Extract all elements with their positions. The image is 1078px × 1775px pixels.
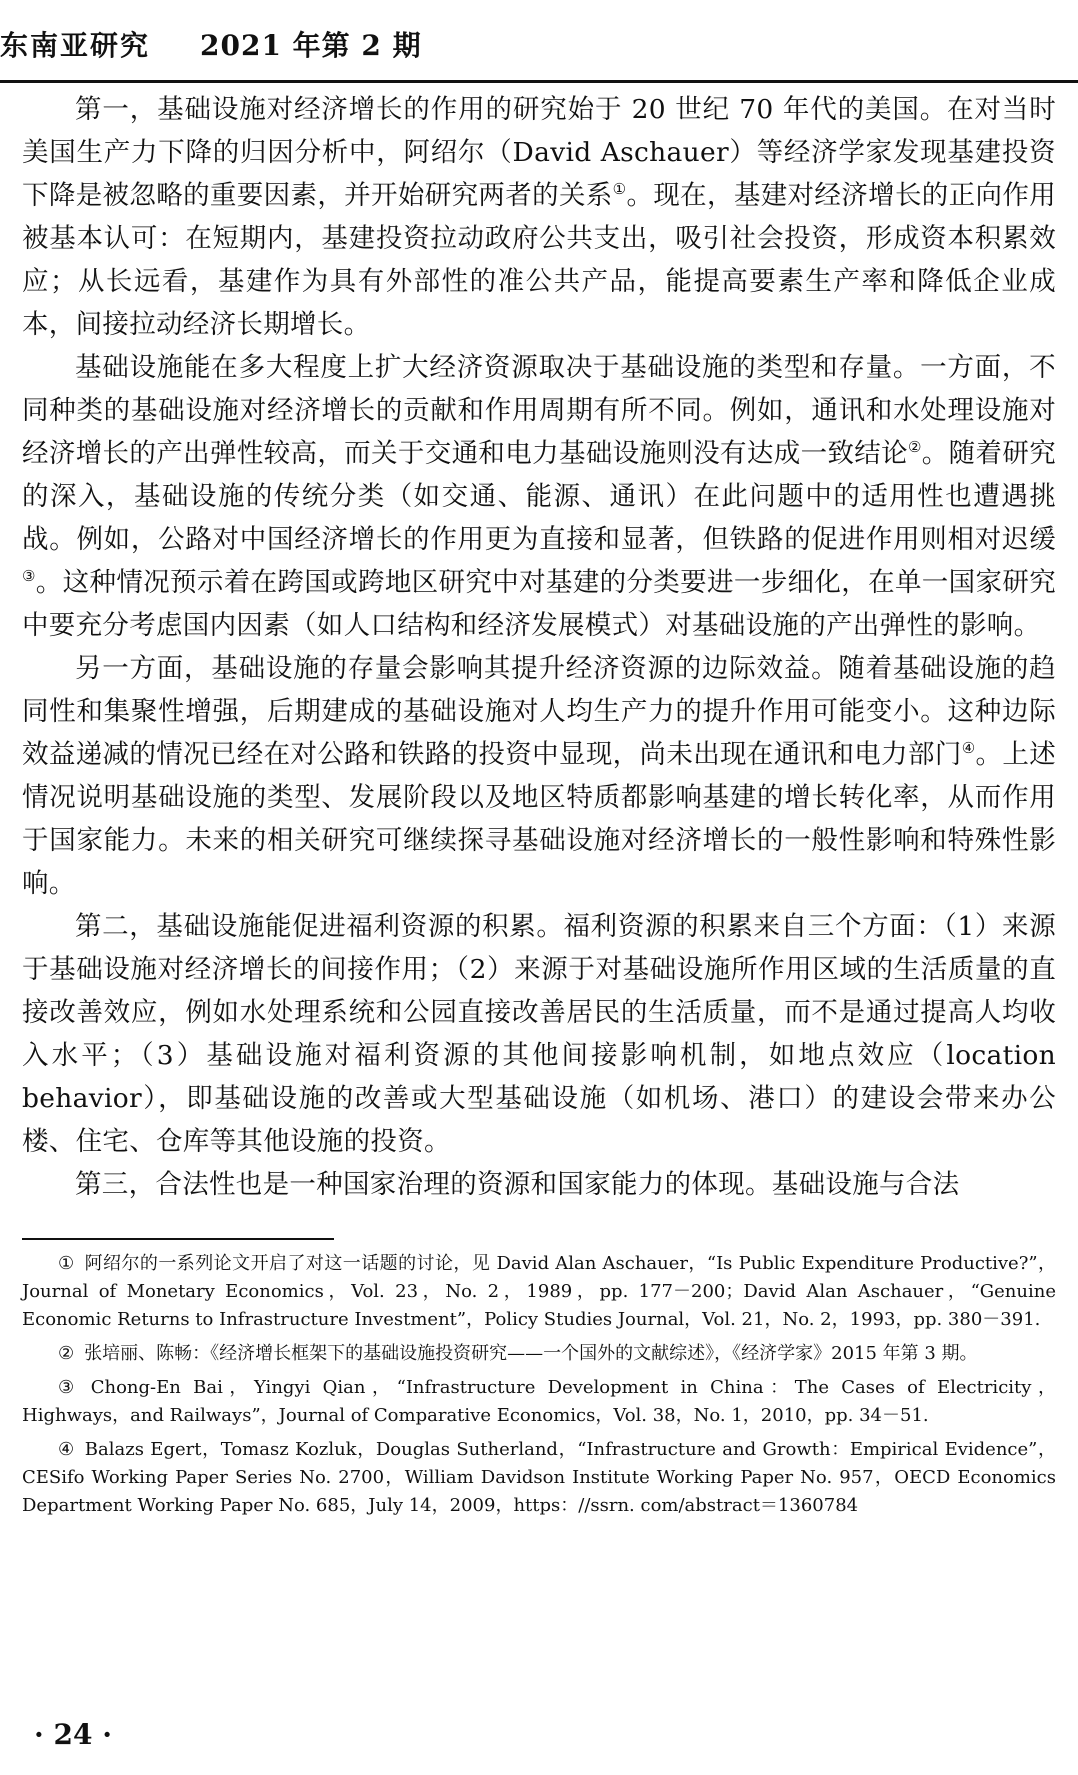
running-header xyxy=(0,18,1078,64)
paragraph xyxy=(22,346,1056,647)
footnote-1 xyxy=(22,1250,1056,1334)
paragraph-text: 。上述情况说明基础设施的类型、发展阶段以及地区特质都影响基建的增长转化率，从而作用于国家能力。未来的相关研究可继续探寻基础设施对经济增长的一般性影响和特殊性影响。 xyxy=(22,739,1056,899)
footnote-text: Chong-En Bai，Yingyi Qian，“Infrastructure Development in China：The Cases of Electricity，Highways，and Railways”，Journal of Comparative Economics，Vol. 38，No. 1，2010，pp. 34－51. xyxy=(22,1377,1056,1426)
body-text xyxy=(22,88,1056,1206)
footnote-ref-4: ④ xyxy=(961,739,976,758)
footnotes xyxy=(22,1250,1056,1526)
footnote-text: 张培丽、陈畅：《经济增长框架下的基础设施投资研究——一个国外的文献综述》，《经济学家》2015 年第 3 期。 xyxy=(84,1343,978,1364)
footnote-ref-3: ③ xyxy=(22,567,36,586)
paragraph-text: 第一，基础设施对经济增长的作用的研究始于 20 世纪 70 年代的美国。在对当时美国生产力下降的归因分析中，阿绍尔（David Aschauer）等经济学家发现基建投资下降是被忽略的重要因素，并开始研究两者的关系 xyxy=(22,94,1056,211)
paragraph xyxy=(22,88,1056,346)
page-number: · 24 · xyxy=(34,1718,112,1751)
footnote-3 xyxy=(22,1374,1056,1430)
paragraph xyxy=(22,905,1056,1163)
paragraph-text: 基础设施能在多大程度上扩大经济资源取决于基础设施的类型和存量。一方面，不同种类的基础设施对经济增长的贡献和作用周期有所不同。例如，通讯和水处理设施对经济增长的产出弹性较高，而关于交通和电力基础设施则没有达成一致结论 xyxy=(22,352,1056,469)
paragraph-text: 第三，合法性也是一种国家治理的资源和国家能力的体现。基础设施与合法 xyxy=(75,1169,960,1200)
paragraph-text: 。现在，基建对经济增长的正向作用被基本认可：在短期内，基建投资拉动政府公共支出，吸引社会投资，形成资本积累效应；从长远看，基建作为具有外部性的准公共产品，能提高要素生产率和降低企业成本，间接拉动经济长期增长。 xyxy=(22,180,1056,340)
footnote-divider xyxy=(22,1238,334,1240)
paragraph-text: 另一方面，基础设施的存量会影响其提升经济资源的边际效益。随着基础设施的趋同性和集聚性增强，后期建成的基础设施对人均生产力的提升作用可能变小。这种边际效益递减的情况已经在对公路和铁路的投资中显现，尚未出现在通讯和电力部门 xyxy=(22,653,1056,770)
footnote-ref-2: ② xyxy=(908,438,922,457)
footnote-4 xyxy=(22,1436,1056,1520)
footnote-mark: ① xyxy=(58,1253,75,1274)
footnote-ref-1: ① xyxy=(612,180,627,199)
issue-label: 2021 年第 2 期 xyxy=(200,29,422,62)
journal-title: 东南亚研究 xyxy=(0,29,151,62)
footnote-mark: ② xyxy=(58,1343,75,1364)
paragraph-text: 。随着研究的深入，基础设施的传统分类（如交通、能源、通讯）在此问题中的适用性也遭遇挑战。例如，公路对中国经济增长的作用更为直接和显著，但铁路的促进作用则相对迟缓 xyxy=(22,438,1056,555)
paragraph xyxy=(22,647,1056,905)
paragraph-text: 第二，基础设施能促进福利资源的积累。福利资源的积累来自三个方面：（1）来源于基础设施对经济增长的间接作用；（2）来源于对基础设施所作用区域的生活质量的直接改善效应，例如水处理系统和公园直接改善居民的生活质量，而不是通过提高人均收入水平；（3）基础设施对福利资源的其他间接影响机制，如地点效应（location behavior），即基础设施的改善或大型基础设施（如机场、港口）的建设会带来办公楼、住宅、仓库等其他设施的投资。 xyxy=(22,911,1056,1157)
footnote-mark: ④ xyxy=(58,1439,75,1460)
paragraph xyxy=(22,1163,1056,1206)
paragraph-text: 。这种情况预示着在跨国或跨地区研究中对基建的分类要进一步细化，在单一国家研究中要充分考虑国内因素（如人口结构和经济发展模式）对基础设施的产出弹性的影响。 xyxy=(22,567,1056,641)
header-rule xyxy=(0,80,1078,83)
footnote-text: Balazs Egert，Tomasz Kozluk，Douglas Sutherland，“Infrastructure and Growth：Empirical Evidence”，CESifo Working Paper Series No. 2700，William Davidson Institute Working Paper No. 957，OECD Economics Department Working Paper No. 685，July 14，2009，https：//ssrn. com/abstract＝1360784 xyxy=(22,1439,1057,1516)
footnote-mark: ③ xyxy=(58,1377,81,1398)
footnote-text: 阿绍尔的一系列论文开启了对这一话题的讨论，见 David Alan Aschauer，“Is Public Expenditure Productive?”，Journal of Monetary Economics，Vol. 23，No. 2，1989，pp. 177－200；David Alan Aschauer，“Genuine Economic Returns to Infrastructure Investment”，Policy Studies Journal，Vol. 21，No. 2，1993，pp. 380－391. xyxy=(22,1253,1057,1330)
footnote-2 xyxy=(22,1340,1056,1368)
